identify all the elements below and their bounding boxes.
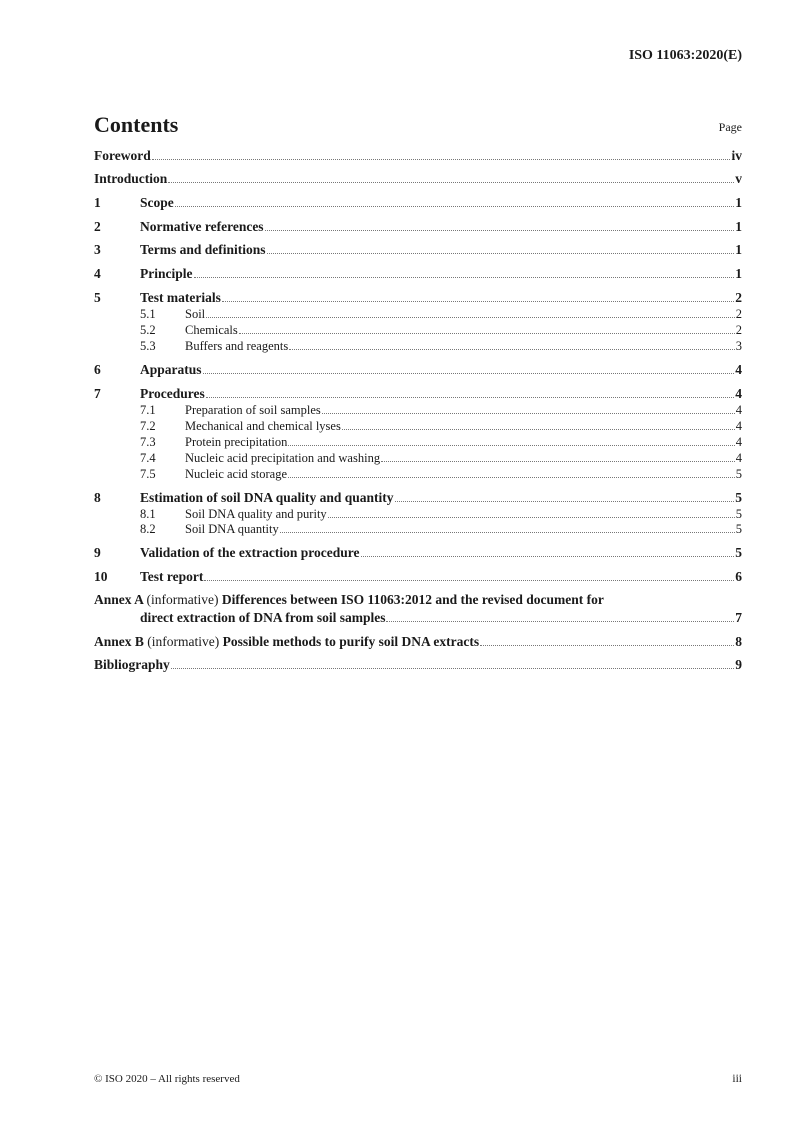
section-number: 5.2 (140, 323, 156, 337)
toc-entry[interactable] (94, 290, 742, 306)
annex-b-label: Annex B (94, 634, 144, 649)
section-title: Protein precipitation (185, 435, 288, 449)
page-number: 5 (735, 467, 742, 481)
section-title: Apparatus (140, 362, 202, 377)
dot-leader (222, 301, 734, 302)
page-number: 4 (735, 451, 742, 465)
section-number: 8.1 (140, 507, 156, 521)
dot-leader (204, 580, 734, 581)
toc-entry[interactable] (94, 466, 742, 482)
toc-annex-a[interactable] (94, 610, 742, 626)
section-number: 9 (94, 545, 101, 560)
section-title: Foreword (94, 148, 151, 163)
footer-page-number: iii (732, 1073, 742, 1085)
page-number: 1 (735, 242, 742, 257)
toc-entry[interactable] (94, 148, 742, 164)
toc-entry[interactable] (94, 195, 742, 211)
section-title: Soil DNA quantity (185, 522, 279, 536)
toc-annex-a-line1[interactable] (94, 592, 742, 608)
dot-leader (171, 668, 734, 669)
toc-entry[interactable] (94, 402, 742, 418)
section-number: 4 (94, 266, 101, 281)
section-title: Terms and definitions (140, 242, 266, 257)
toc-entry[interactable] (94, 171, 742, 187)
section-number: 7.3 (140, 435, 156, 449)
page-number: 4 (735, 403, 742, 417)
dot-leader (322, 413, 735, 414)
dot-leader (267, 253, 735, 254)
section-title: Soil DNA quality and purity (185, 507, 327, 521)
section-number: 5 (94, 290, 101, 305)
section-number: 1 (94, 195, 101, 210)
section-title: Principle (140, 266, 193, 281)
page-number: iv (731, 148, 742, 163)
page-number: 1 (735, 266, 742, 281)
toc-entry[interactable] (94, 490, 742, 506)
annex-a-title-line2: direct extraction of DNA from soil samples (140, 610, 386, 625)
toc-entry[interactable] (94, 362, 742, 378)
dot-leader (328, 517, 735, 518)
section-title: Chemicals (185, 323, 238, 337)
section-number: 8 (94, 490, 101, 505)
annex-a-title-line1: Differences between ISO 11063:2012 and the revised document for (221, 592, 604, 607)
page-number: 9 (735, 657, 742, 672)
section-number: 7.4 (140, 451, 156, 465)
section-title: Procedures (140, 386, 205, 401)
section-title: Introduction (94, 171, 168, 186)
page-number: 8 (735, 634, 742, 649)
toc-entry[interactable] (94, 418, 742, 434)
section-title: Test report (140, 569, 204, 584)
dot-leader (206, 317, 735, 318)
bibliography-title: Bibliography (94, 657, 170, 672)
page-number: 5 (735, 507, 742, 521)
toc-entry[interactable] (94, 266, 742, 282)
dot-leader (168, 182, 734, 183)
toc-entry[interactable] (94, 306, 742, 322)
section-number: 7.5 (140, 467, 156, 481)
page-number: 4 (735, 435, 742, 449)
section-number: 2 (94, 219, 101, 234)
dot-leader (288, 477, 735, 478)
section-title: Nucleic acid storage (185, 467, 288, 481)
annex-a-label: Annex A (94, 592, 144, 607)
toc-entry[interactable] (94, 545, 742, 561)
toc-entry[interactable] (94, 242, 742, 258)
annex-a-type: (informative) (146, 592, 219, 607)
section-number: 7 (94, 386, 101, 401)
dot-leader (239, 333, 735, 334)
section-number: 5.3 (140, 339, 156, 353)
dot-leader (386, 621, 734, 622)
page-number: 5 (735, 490, 742, 505)
page-number: 6 (735, 569, 742, 584)
toc-entry[interactable] (94, 338, 742, 354)
page-number: v (735, 171, 742, 186)
section-title: Preparation of soil samples (185, 403, 321, 417)
dot-leader (395, 501, 735, 502)
toc-entry[interactable] (94, 569, 742, 585)
page-number: 2 (735, 323, 742, 337)
page-number: 5 (735, 522, 742, 536)
annex-b-type: (informative) (147, 634, 220, 649)
section-number: 7.1 (140, 403, 156, 417)
dot-leader (288, 445, 734, 446)
toc-annex-b[interactable] (94, 634, 742, 650)
toc-entry[interactable] (94, 506, 742, 522)
toc-entry[interactable] (94, 219, 742, 235)
footer-copyright: © ISO 2020 – All rights reserved (94, 1073, 240, 1085)
page-number: 4 (735, 386, 742, 401)
page-title: Contents (94, 112, 179, 137)
section-title: Nucleic acid precipitation and washing (185, 451, 381, 465)
dot-leader (203, 373, 735, 374)
document-id: ISO 11063:2020(E) (628, 48, 742, 63)
toc-bibliography[interactable] (94, 657, 742, 673)
dot-leader (175, 206, 735, 207)
page-number: 1 (735, 219, 742, 234)
toc-entry[interactable] (94, 434, 742, 450)
dot-leader (194, 277, 735, 278)
dot-leader (381, 461, 735, 462)
section-title: Estimation of soil DNA quality and quantity (140, 490, 394, 505)
section-title: Test materials (140, 290, 221, 305)
section-number: 6 (94, 362, 101, 377)
dot-leader (361, 556, 735, 557)
section-title: Soil (185, 307, 206, 321)
section-number: 10 (94, 569, 108, 584)
section-title: Scope (140, 195, 174, 210)
page-number: 5 (735, 545, 742, 560)
dot-leader (265, 230, 735, 231)
page-number: 2 (735, 290, 742, 305)
toc-entry[interactable] (94, 322, 742, 338)
page-column-label: Page (718, 120, 742, 134)
section-title: Normative references (140, 219, 264, 234)
dot-leader (152, 159, 731, 160)
section-number: 3 (94, 242, 101, 257)
section-title: Mechanical and chemical lyses (185, 419, 341, 433)
dot-leader (342, 429, 735, 430)
dot-leader (206, 397, 735, 398)
section-number: 8.2 (140, 522, 156, 536)
dot-leader (280, 532, 735, 533)
section-title: Buffers and reagents (185, 339, 289, 353)
page-number: 3 (735, 339, 742, 353)
page-number: 2 (735, 307, 742, 321)
dot-leader (480, 645, 734, 646)
annex-b-title: Possible methods to purify soil DNA extracts (222, 634, 480, 649)
page-number: 4 (735, 419, 742, 433)
toc-entry[interactable] (94, 521, 742, 537)
toc-entry[interactable] (94, 386, 742, 402)
section-number: 5.1 (140, 307, 156, 321)
section-number: 7.2 (140, 419, 156, 433)
page-number: 1 (735, 195, 742, 210)
page-number: 7 (735, 610, 742, 625)
toc-entry[interactable] (94, 450, 742, 466)
section-title: Validation of the extraction procedure (140, 545, 360, 560)
page-number: 4 (735, 362, 742, 377)
dot-leader (289, 349, 735, 350)
